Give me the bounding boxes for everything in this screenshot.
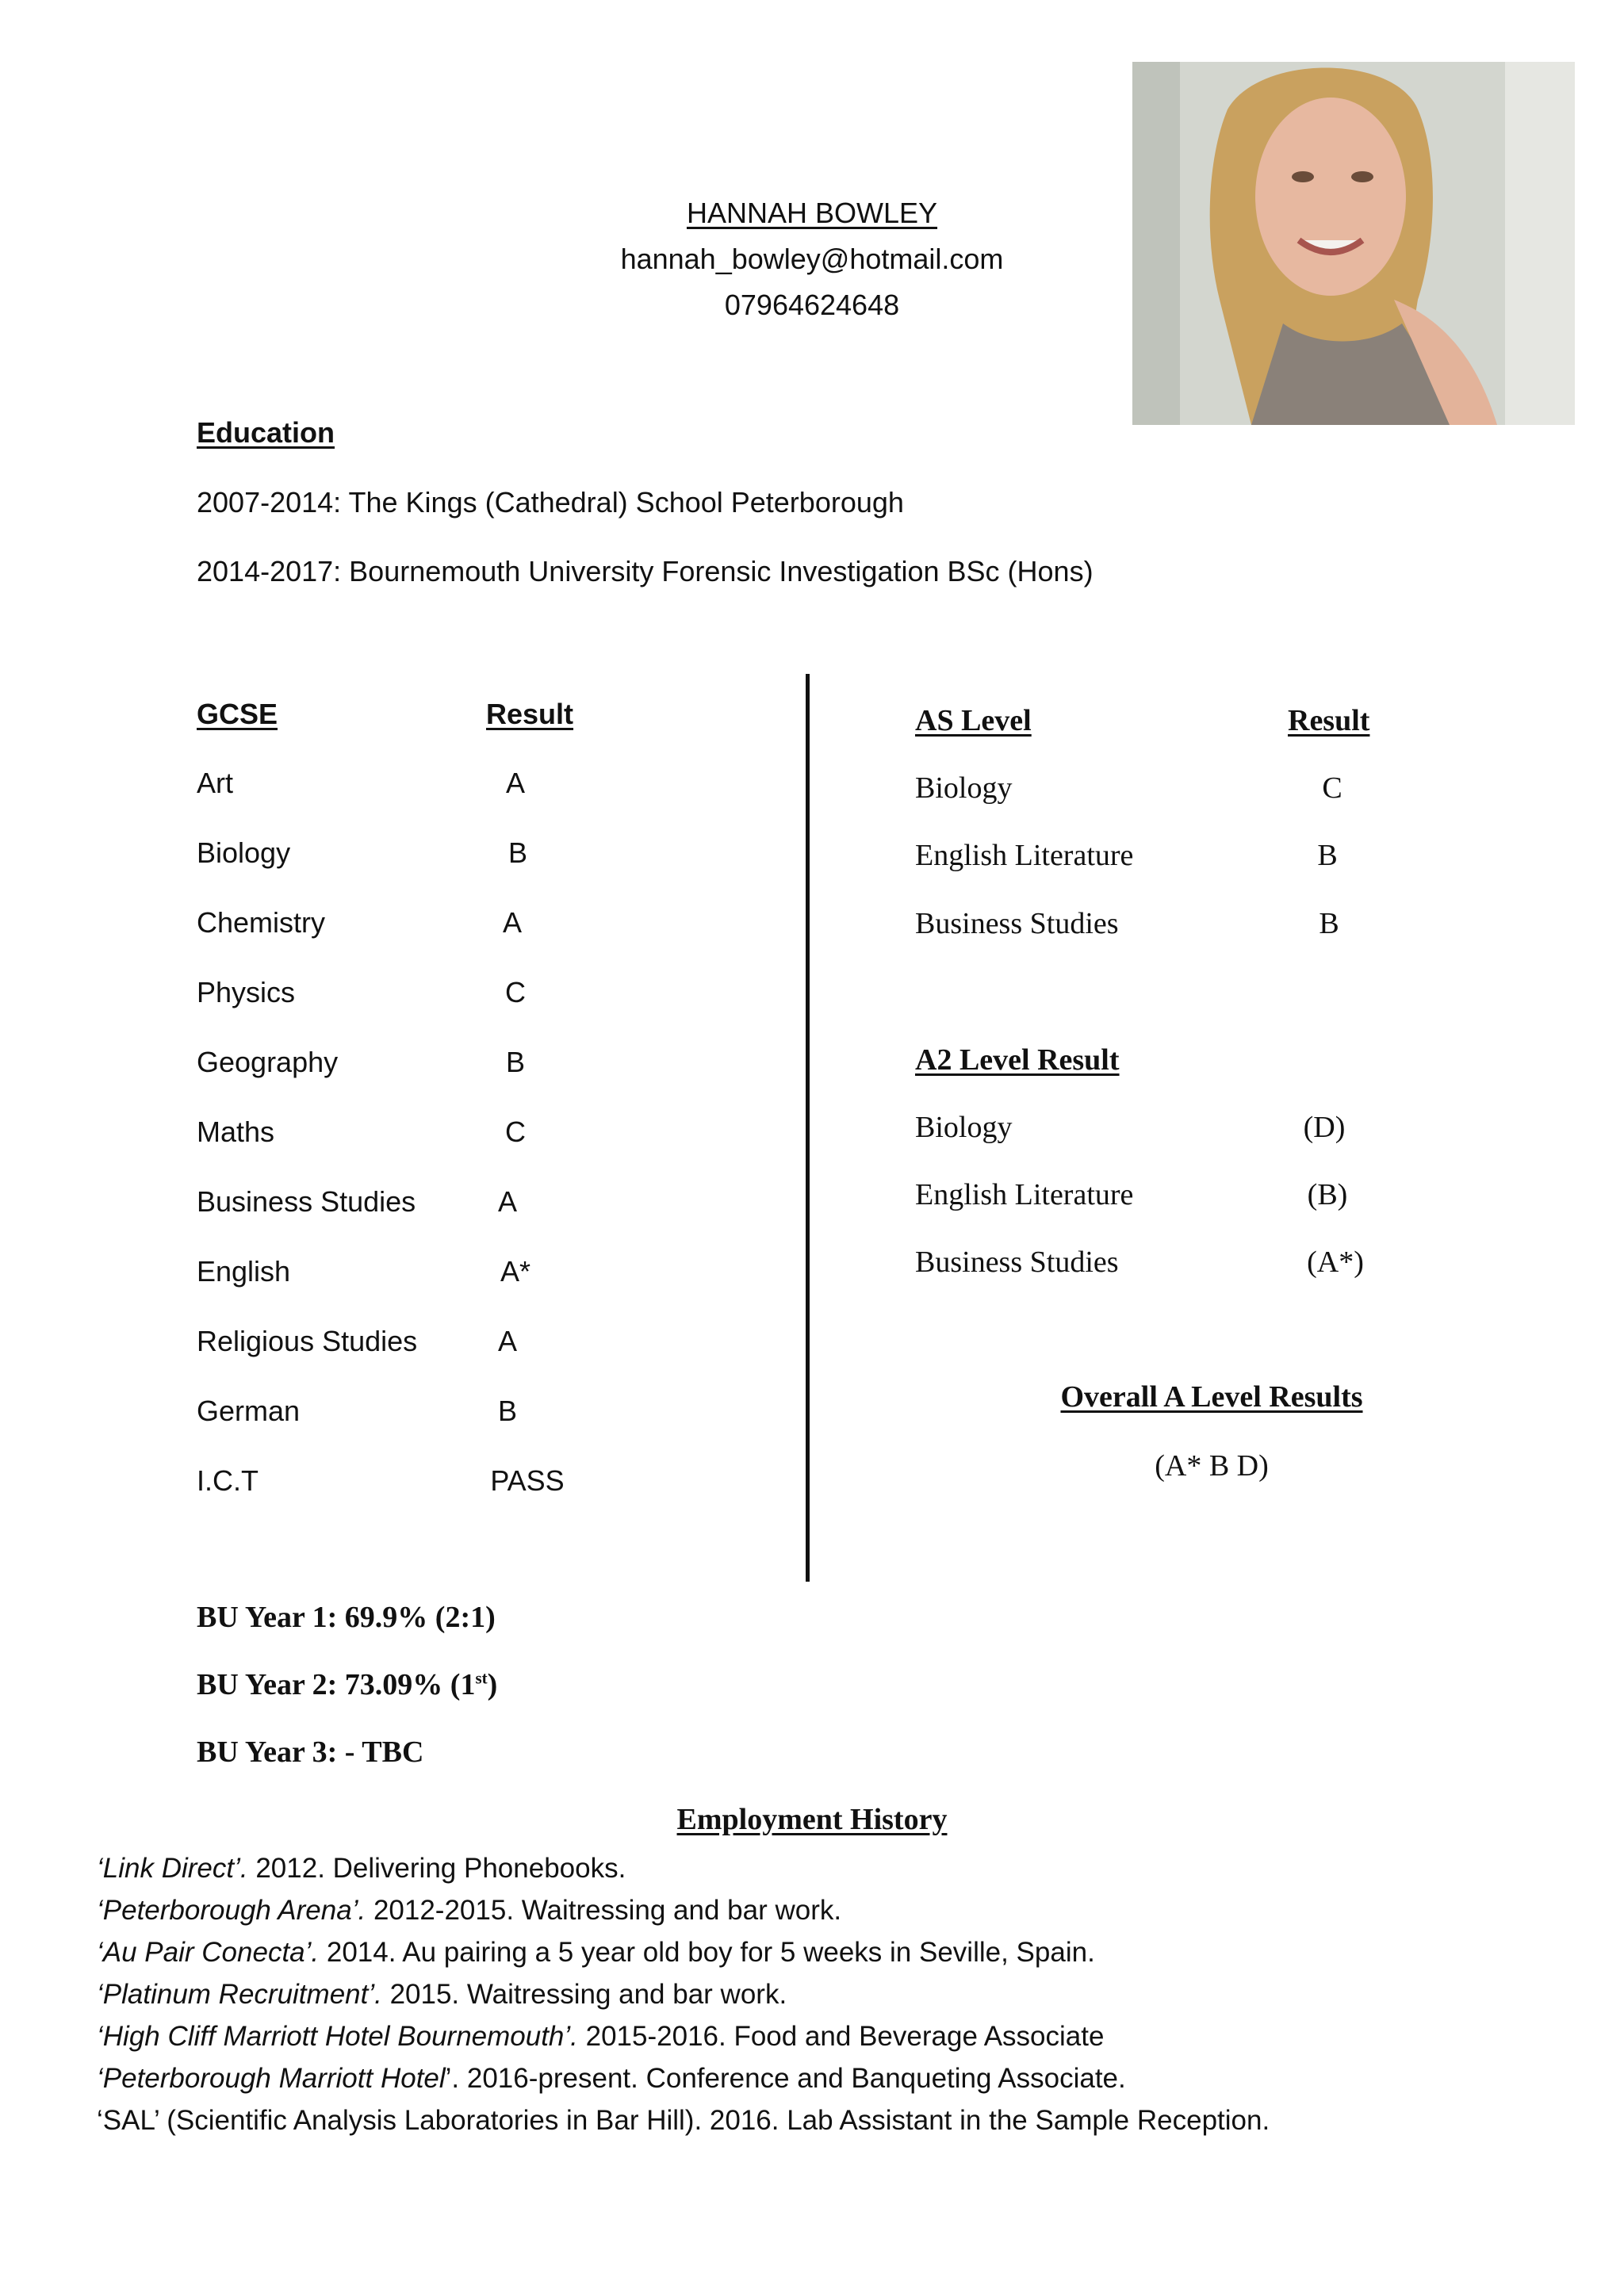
bu-year-2: BU Year 2: 73.09% (1st) [197,1668,498,1701]
employment-entry: ‘Peterborough Marriott Hotel’. 2016-present. Conference and Banqueting Associate. [97,2063,1126,2094]
gcse-subject: Maths [197,1115,275,1148]
as-level-subject: Biology [915,771,1013,805]
gcse-subject: German [197,1395,301,1427]
as-level-result-header: Result [1288,704,1370,737]
gcse-result: B [505,1046,525,1078]
as-level-result: B [1317,839,1338,872]
gcse-subject: Religious Studies [197,1325,418,1357]
a2-level-result: (D) [1303,1111,1346,1144]
gcse-result: A [502,906,522,939]
gcse-result-header: Result [486,698,574,730]
overall-results-value: (A* B D) [1155,1449,1269,1483]
employment-entry: ‘Peterborough Arena’. 2012-2015. Waitressing and bar work. [97,1895,842,1926]
bu-year-1: BU Year 1: 69.9% (2:1) [197,1601,496,1634]
gcse-subject: Physics [197,976,296,1008]
gcse-subject: English [197,1255,291,1288]
phone-number: 07964624648 [724,289,900,321]
gcse-result: C [505,1115,526,1148]
as-level-subject: English Literature [915,839,1134,872]
employment-entry: ‘Link Direct’. 2012. Delivering Phonebooks. [97,1853,626,1884]
a2-level-result: (B) [1307,1178,1348,1211]
gcse-result: PASS [490,1464,565,1497]
education-entry: 2007-2014: The Kings (Cathedral) School Peterborough [197,486,904,519]
as-level-subject-header: AS Level [915,704,1032,737]
employment-entry: ‘High Cliff Marriott Hotel Bournemouth’. 2015-2016. Food and Beverage Associate [97,2021,1105,2052]
gcse-subject: Geography [197,1046,339,1078]
employment-entry: ‘Platinum Recruitment’. 2015. Waitressing and bar work. [97,1979,787,2010]
gcse-result: A [497,1185,517,1218]
education-heading: Education [197,416,335,449]
bu-year-3: BU Year 3: - TBC [197,1735,424,1769]
as-level-result: C [1322,771,1342,805]
column-divider [806,674,810,1582]
gcse-result: A [497,1325,517,1357]
gcse-subject: Biology [197,836,291,869]
email-address: hannah_bowley@hotmail.com [620,243,1004,275]
overall-results-heading: Overall A Level Results [1060,1380,1363,1414]
as-level-result: B [1319,907,1339,940]
employment-heading: Employment History [676,1803,948,1836]
gcse-subject-header: GCSE [197,698,278,730]
gcse-result: B [508,836,527,869]
gcse-result: A* [500,1255,531,1288]
gcse-subject: Chemistry [197,906,326,939]
a2-level-subject: English Literature [915,1178,1134,1211]
as-level-subject: Business Studies [915,907,1119,940]
employment-entry: ‘Au Pair Conecta’. 2014. Au pairing a 5 year old boy for 5 weeks in Seville, Spain. [97,1937,1095,1968]
a2-level-subject: Biology [915,1111,1013,1144]
profile-photo [1132,62,1575,425]
a2-level-heading: A2 Level Result [915,1043,1120,1077]
gcse-subject: I.C.T [197,1464,259,1497]
gcse-result: C [505,976,526,1008]
gcse-subject: Business Studies [197,1185,416,1218]
candidate-name: HANNAH BOWLEY [686,197,938,229]
employment-entry: ‘SAL’ (Scientific Analysis Laboratories in Bar Hill). 2016. Lab Assistant in the Sample Reception. [97,2105,1270,2136]
a2-level-result: (A*) [1307,1246,1364,1279]
gcse-result: A [505,767,525,799]
a2-level-subject: Business Studies [915,1246,1119,1279]
education-entry: 2014-2017: Bournemouth University Forensic Investigation BSc (Hons) [197,555,1094,587]
gcse-subject: Art [197,767,234,799]
gcse-result: B [497,1395,517,1427]
